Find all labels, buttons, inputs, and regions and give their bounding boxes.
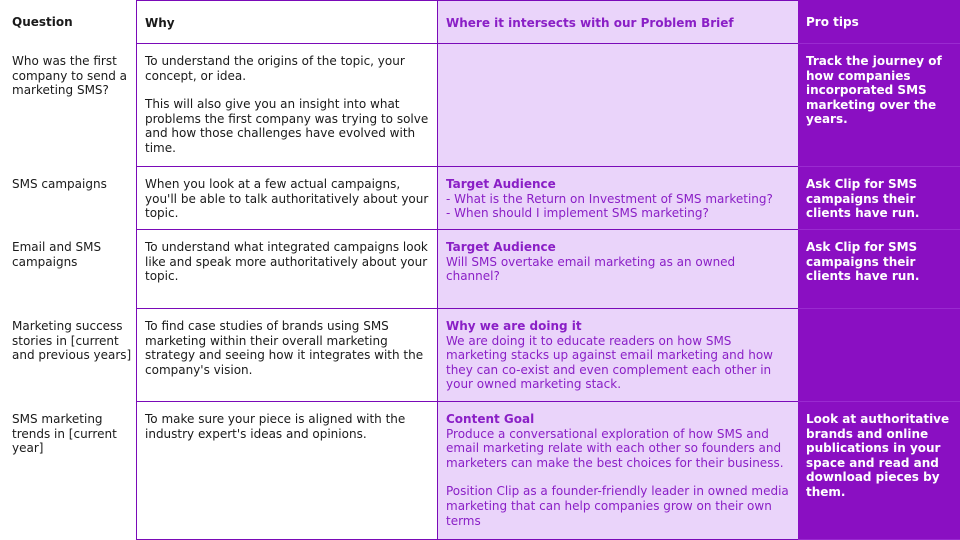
row-5-brief bbox=[437, 402, 798, 540]
row-3-brief bbox=[437, 230, 798, 309]
row-1-brief bbox=[437, 44, 798, 167]
row-3-brief-line-1: Will SMS overtake email marketing as an owned channel? bbox=[446, 254, 736, 284]
row-4-brief-line-1: We are doing it to educate readers on how SMS marketing stacks up against email marketing and how they can co-exist and even complement each other in your owned marketing stack. bbox=[446, 333, 773, 392]
row-5-tip: Look at authoritative brands and online publications in your space and read and download pieces by them. bbox=[798, 402, 960, 540]
header-pro-tips: Pro tips bbox=[798, 0, 960, 44]
row-4-why bbox=[136, 309, 437, 402]
row-4-brief bbox=[437, 309, 798, 402]
row-1-why-para-2: This will also give you an insight into what problems the first company was trying to solve and how those challenges have evolved with time. bbox=[145, 97, 429, 155]
row-2-why bbox=[136, 167, 437, 230]
row-1-why bbox=[136, 44, 437, 167]
row-5-why bbox=[136, 402, 437, 540]
row-3-question: Email and SMS campaigns bbox=[12, 240, 102, 269]
row-3-tip: Ask Clip for SMS campaigns their clients have run. bbox=[798, 230, 960, 309]
row-2-brief-line-1: - What is the Return on Investment of SMS marketing? bbox=[446, 191, 773, 206]
row-4-brief-heading: Why we are doing it bbox=[446, 319, 582, 333]
row-1-why-para-1: To understand the origins of the topic, your concept, or idea. bbox=[145, 54, 405, 83]
row-5-brief-line-1: Produce a conversational exploration of how SMS and email marketing relate with each other so founders and marketers can make the best choices for their business. bbox=[446, 426, 784, 470]
header-why: Why bbox=[136, 0, 437, 44]
row-3-brief-heading: Target Audience bbox=[446, 240, 556, 254]
row-4-tip bbox=[798, 309, 960, 402]
row-2-brief bbox=[437, 167, 798, 230]
header-problem-brief: Where it intersects with our Problem Brief bbox=[437, 0, 798, 44]
row-4-question: Marketing success stories in [current and previous years] bbox=[12, 319, 132, 363]
header-question: Question bbox=[12, 15, 73, 29]
row-1-tip: Track the journey of how companies incorporated SMS marketing over the years. bbox=[798, 44, 960, 167]
row-2-brief-heading: Target Audience bbox=[446, 177, 556, 191]
row-3-why-para-1: To understand what integrated campaigns look like and speak more authoritatively about your topic. bbox=[145, 240, 428, 284]
row-2-why-para-1: When you look at a few actual campaigns, you'll be able to talk authoritatively about your topic. bbox=[145, 177, 429, 221]
row-2-question: SMS campaigns bbox=[12, 177, 107, 191]
row-4-why-para-1: To find case studies of brands using SMS marketing within their overall marketing strategy and seeing how it integrates with the company's vision. bbox=[145, 319, 424, 377]
row-5-brief-heading: Content Goal bbox=[446, 412, 535, 426]
row-5-question: SMS marketing trends in [current year] bbox=[12, 412, 117, 456]
row-1-question: Who was the first company to send a marketing SMS? bbox=[12, 54, 128, 98]
row-2-brief-line-2: - When should I implement SMS marketing? bbox=[446, 206, 709, 221]
row-5-brief-extra: Position Clip as a founder-friendly leader in owned media marketing that can help companies grow on their own terms bbox=[446, 484, 789, 528]
row-3-why bbox=[136, 230, 437, 309]
row-5-why-para-1: To make sure your piece is aligned with the industry expert's ideas and opinions. bbox=[145, 412, 406, 441]
row-2-tip: Ask Clip for SMS campaigns their clients have run. bbox=[798, 167, 960, 230]
